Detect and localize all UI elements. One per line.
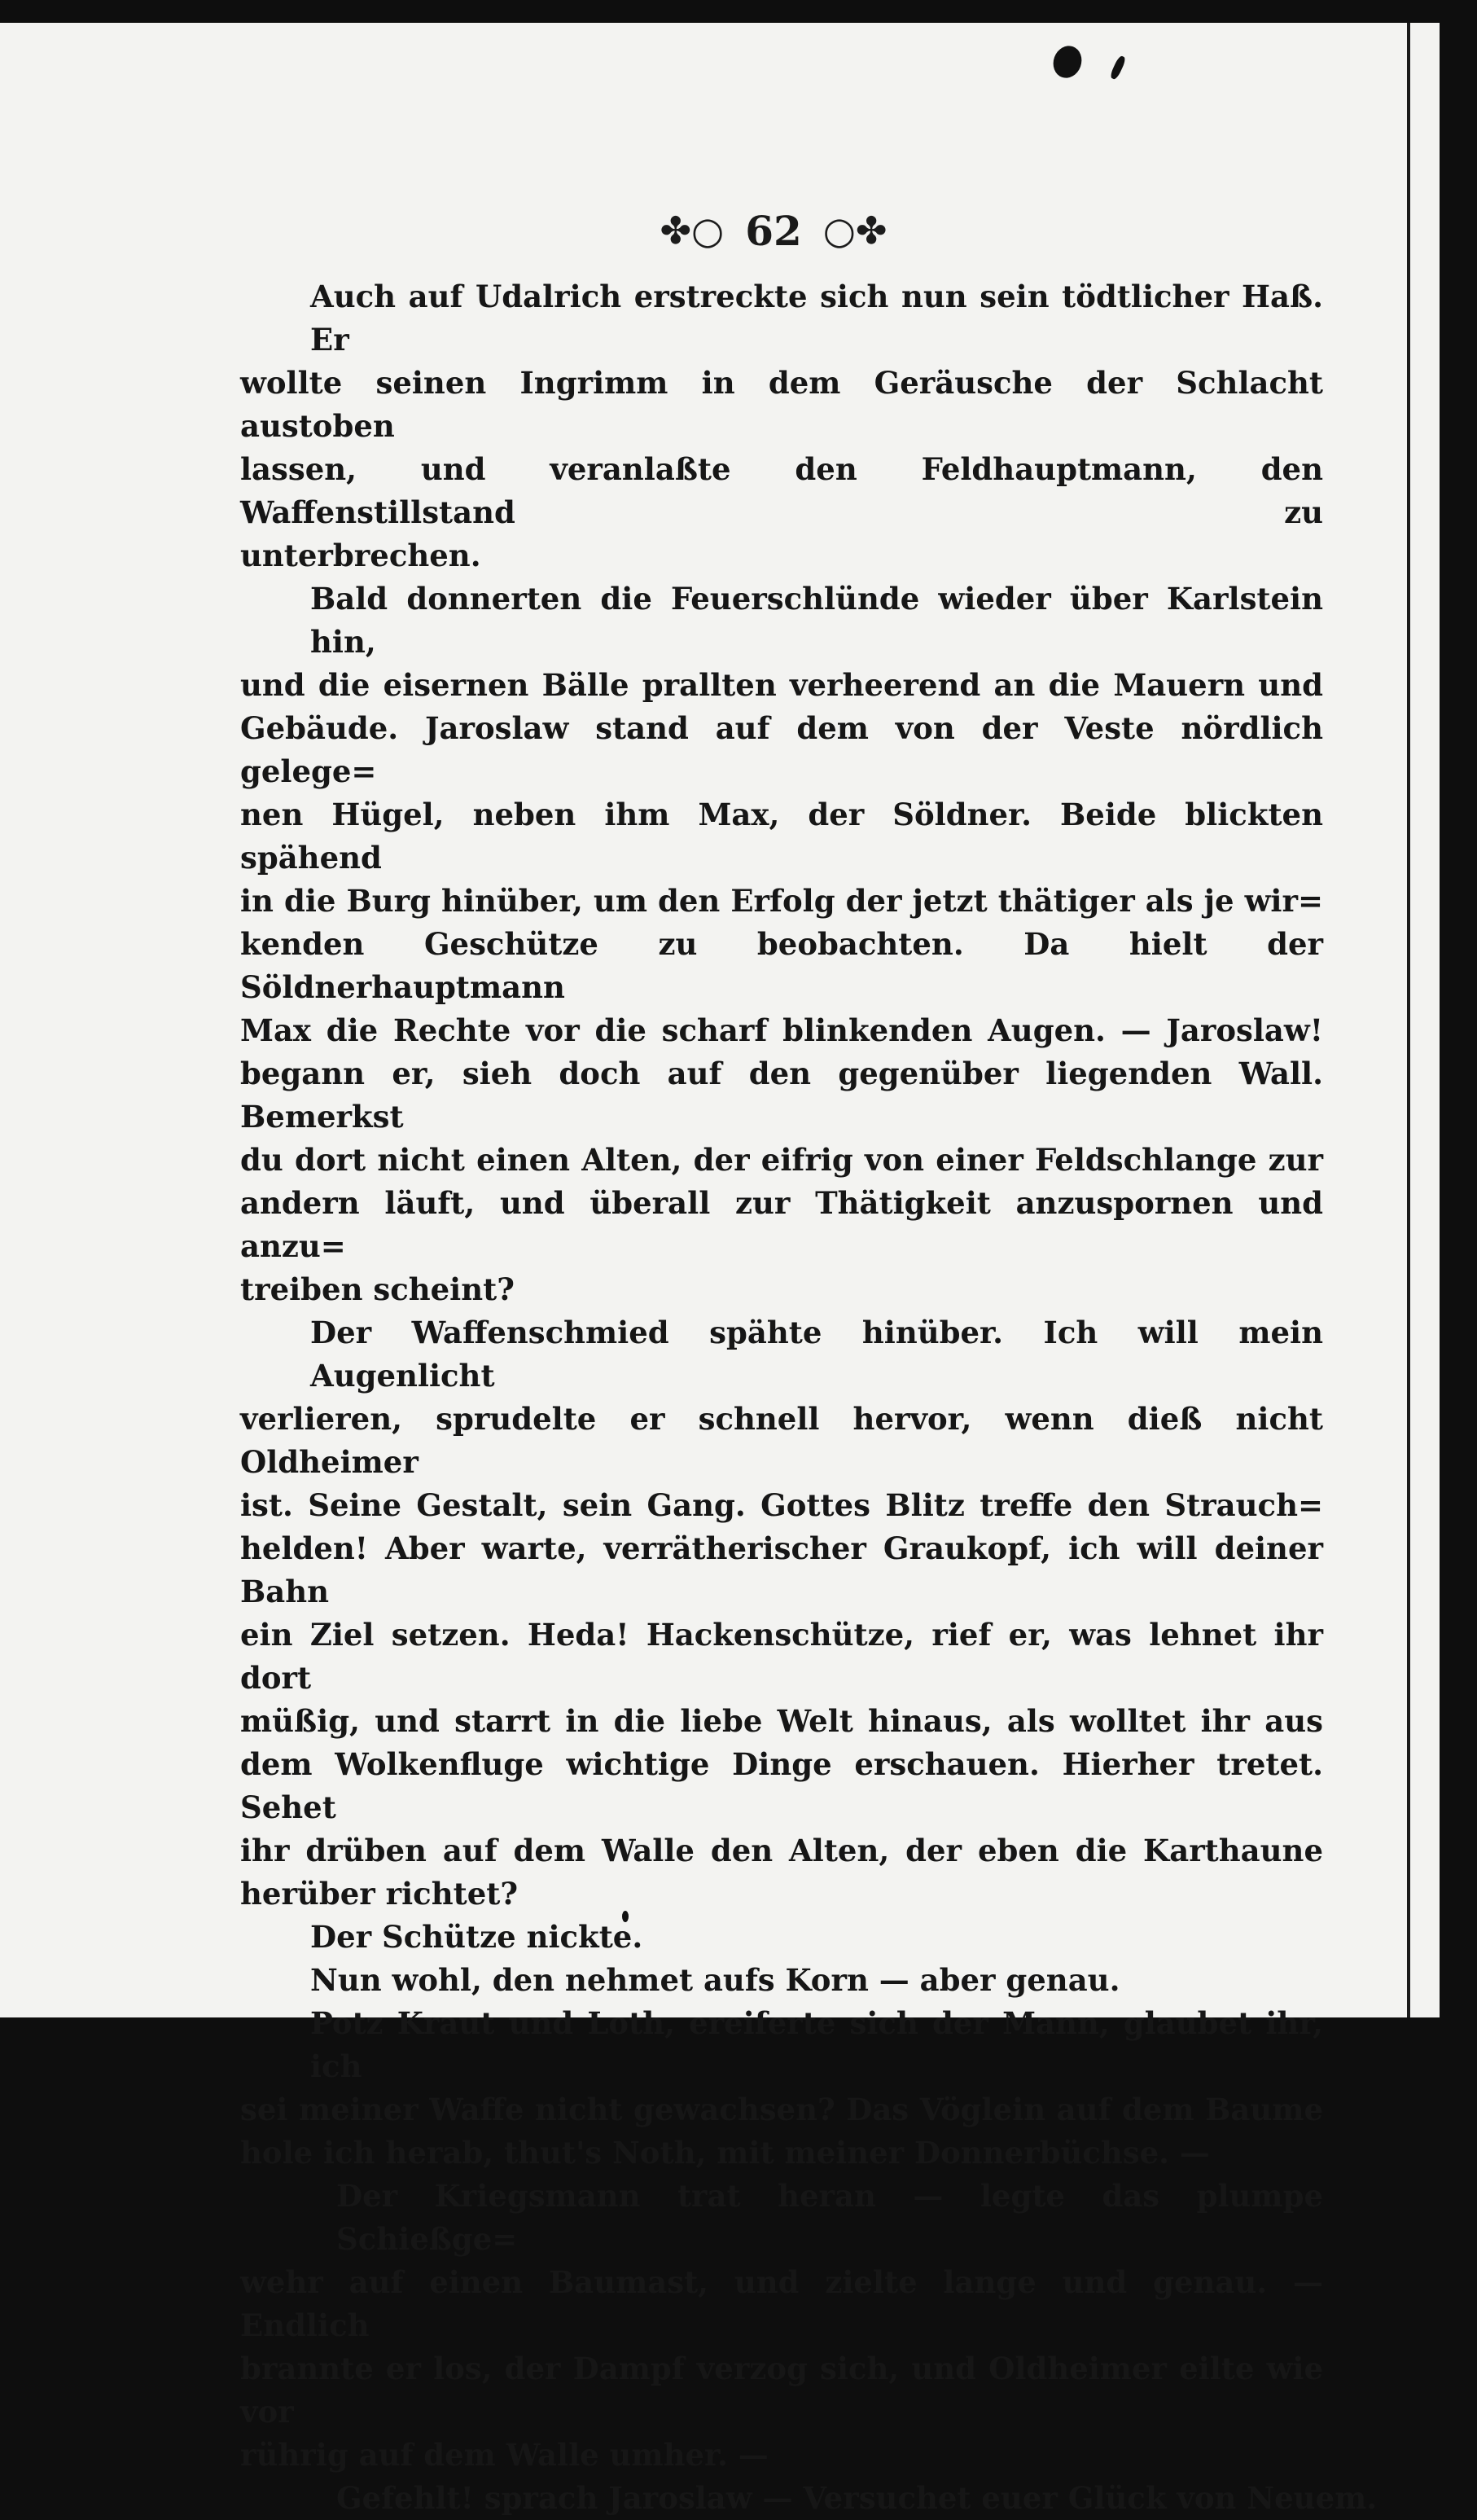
- text-line: lassen, und veranlaßte den Feldhauptmann, den Waffenstillstand zu: [240, 451, 1323, 530]
- text-line: sei meiner Waffe nicht gewachsen? Das Vöglein auf dem Baume: [240, 2092, 1323, 2127]
- paragraph: [240, 577, 1323, 1311]
- paragraph: [240, 2002, 1323, 2175]
- text-line: nen Hügel, neben ihm Max, der Söldner. Beide blickten spähend: [240, 797, 1323, 876]
- paragraph: [240, 1959, 1323, 2002]
- text-line: in die Burg hinüber, um den Erfolg der jetzt thätiger als je wir=: [240, 883, 1323, 919]
- text-line: verlieren, sprudelte er schnell hervor, wenn dieß nicht Oldheimer: [240, 1401, 1323, 1480]
- paragraph: [240, 2477, 1378, 2520]
- text-line: helden! Aber warte, verrätherischer Graukopf, ich will deiner Bahn: [240, 1530, 1323, 1609]
- paragraph: [240, 2175, 1323, 2477]
- ornament-left-icon: ✤○: [660, 209, 725, 252]
- text-line: Bald donnerten die Feuerschlünde wieder über Karlstein hin,: [310, 581, 1323, 660]
- text-line: wehr auf einen Baumast, und zielte lange und genau. — Endlich: [240, 2264, 1323, 2343]
- page-edge-line: [1407, 23, 1410, 2017]
- text-line: treiben scheint?: [240, 1271, 515, 1307]
- text-line: müßig, und starrt in die liebe Welt hinaus, als wolltet ihr aus: [240, 1703, 1323, 1739]
- text-line: unterbrechen.: [240, 538, 481, 573]
- text-line: andern läuft, und überall zur Thätigkeit anzuspornen und anzu=: [240, 1185, 1323, 1264]
- paragraph: [240, 275, 1323, 577]
- text-line: Gebäude. Jaroslaw stand auf dem von der Veste nördlich gelege=: [240, 710, 1323, 789]
- text-line: begann er, sieh doch auf den gegenüber liegenden Wall. Bemerkst: [240, 1056, 1323, 1135]
- ink-blot: [1049, 42, 1086, 81]
- paragraph: [240, 1311, 1323, 1916]
- text-line: herüber richtet?: [240, 1876, 519, 1912]
- page-header: [635, 194, 912, 267]
- text-line: Der Waffenschmied spähte hinüber. Ich will mein Augenlicht: [310, 1315, 1323, 1394]
- text-line: rührig auf dem Walle umher. —: [240, 2437, 769, 2473]
- text-line: ein Ziel setzen. Heda! Hackenschütze, rief er, was lehnet ihr dort: [240, 1617, 1323, 1696]
- ornament-right-icon: ○✤: [822, 209, 888, 252]
- text-line: kenden Geschütze zu beobachten. Da hielt der Söldnerhauptmann: [240, 926, 1323, 1005]
- text-line: Der Schütze nickte.: [310, 1919, 643, 1955]
- text-line: Nun wohl, den nehmet aufs Korn — aber genau.: [310, 1962, 1120, 1998]
- body-text: [240, 275, 1378, 2520]
- book-page: [0, 23, 1440, 2516]
- text-line: ihr drüben auf dem Walle den Alten, der eben die Karthaune: [240, 1833, 1323, 1868]
- text-line: wollte seinen Ingrimm in dem Geräusche der Schlacht austoben: [240, 365, 1323, 444]
- text-line: Max die Rechte vor die scharf blinkenden Augen. — Jaroslaw!: [240, 1012, 1323, 1048]
- text-line: Gefehlt! sprach Jaroslaw — Versuchet euer Glück von Neuem.: [336, 2480, 1378, 2516]
- text-line: ist. Seine Gestalt, sein Gang. Gottes Blitz treffe den Strauch=: [240, 1487, 1323, 1523]
- paragraph: [240, 1916, 1323, 1959]
- text-line: dem Wolkenfluge wichtige Dinge erschauen. Hierher tretet. Sehet: [240, 1746, 1323, 1825]
- text-line: du dort nicht einen Alten, der eifrig von einer Feldschlange zur: [240, 1142, 1323, 1178]
- text-line: Auch auf Udalrich erstreckte sich nun sein tödtlicher Haß. Er: [310, 279, 1323, 358]
- page-number: 62: [745, 206, 802, 255]
- text-line: hole ich herab, thut's Noth, mit meiner Donnerbüchse. —: [240, 2135, 1210, 2171]
- text-line: Potz Kraut und Loth, ereiferte sich der Mann, glaubet ihr, ich: [310, 2005, 1323, 2084]
- text-line: Der Kriegsmann trat heran — legte das plumpe Schießge=: [336, 2178, 1323, 2257]
- ink-mark: [1109, 55, 1127, 80]
- text-line: brannte er los, der Dampf verzog sich, und Oldheimer eilte wie vor: [240, 2351, 1323, 2430]
- text-line: und die eisernen Bälle prallten verheerend an die Mauern und: [240, 667, 1323, 703]
